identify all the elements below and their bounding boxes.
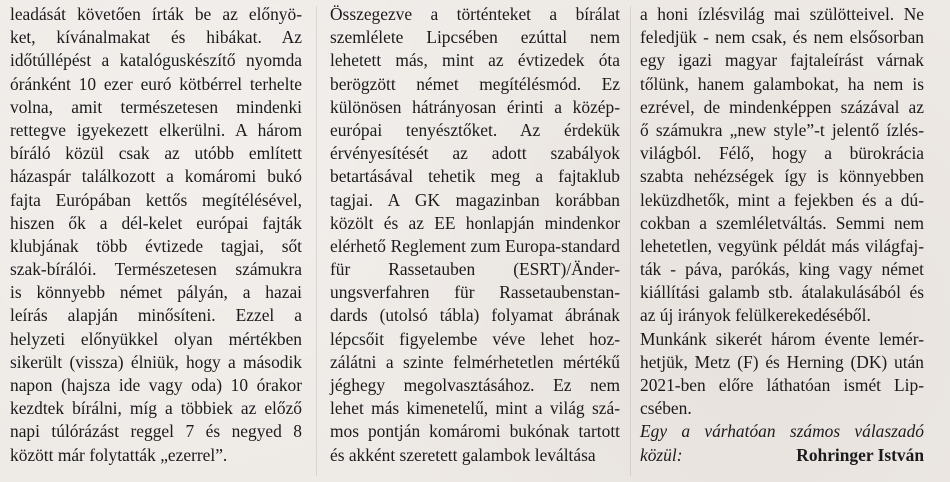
text-line: mos pontján komáromi bukónak tartott bbox=[330, 421, 620, 442]
text-line: lehetetlen, vegyünk példát más világfaj- bbox=[640, 235, 924, 256]
text-line: 2021-ben előre láthatóan ismét Lip- bbox=[640, 375, 924, 395]
text-line: leadását követően írták be az előnyö- bbox=[10, 4, 302, 24]
text-line: házaspár találkozott a komáromi bukó bbox=[10, 166, 302, 187]
text-line: csében. bbox=[640, 398, 692, 419]
text-line: ták - páva, parókás, king vagy német bbox=[640, 259, 924, 280]
text-line: ezrével, de mindenképpen százával az bbox=[640, 96, 924, 117]
text-line: rettegve igyekezett elkerülni. A három bbox=[10, 119, 302, 140]
text-line: für Rassetauben (ESRT)/Änder- bbox=[330, 259, 620, 280]
text-line: napi túlórázást reggel 7 és negyed 8 bbox=[10, 421, 302, 442]
text-line: sikerült (vissza) élniük, hogy a második bbox=[10, 351, 302, 372]
author-name: Rohringer István bbox=[796, 444, 924, 465]
text-line: betartásával tehetik meg a fajtaklub bbox=[330, 166, 620, 187]
article-column-1 bbox=[10, 3, 302, 467]
text-line: között már folytatták „ezerrel”. bbox=[10, 444, 228, 465]
text-line: ungsverfahren für Rassetaubenstan- bbox=[330, 282, 620, 303]
text-line: klubjának több évtizede tagjai, sőt bbox=[10, 235, 302, 256]
text-line: lehetett más, mint az évtizedek óta bbox=[330, 50, 620, 71]
text-line: ket, kívánalmakat és hibákat. Az bbox=[10, 27, 302, 48]
text-line: kiállítási galamb stb. átalakulásából és bbox=[640, 282, 924, 303]
closing-line: Egy a várhatóan számos válaszadó bbox=[640, 421, 924, 442]
text-line: dards (utolsó tábla) folyamat ábrának bbox=[330, 305, 620, 326]
column-gutter bbox=[316, 6, 317, 476]
text-line: hiszen ők a dél-kelet európai fajták bbox=[10, 212, 302, 233]
text-line: tagjai. A GK magazinban korábban bbox=[330, 189, 620, 210]
text-line: európai tenyésztőket. Az érdekük bbox=[330, 119, 620, 140]
text-line: az új irányok felülkerekedéséből. bbox=[640, 305, 871, 326]
signature-row bbox=[640, 444, 924, 467]
text-line: napon (hajsza ide vagy oda) 10 órakor bbox=[10, 375, 302, 395]
text-line: lépcsőit figyelembe véve lehet hoz- bbox=[330, 328, 620, 349]
text-line: zálátni a szinte felmérhetetlen mértékű bbox=[330, 351, 620, 372]
text-line: fajta Európában kettős megítélésével, bbox=[10, 189, 302, 210]
text-line: lehet más kimenetelű, mint a világ szá- bbox=[330, 398, 620, 419]
text-line: feledjük - nem csak, és nem elsősorban bbox=[640, 27, 924, 48]
text-line: közölt és az EE honlapján mindenkor bbox=[330, 212, 620, 233]
text-line: időtúllépést a katalóguskészítő nyomda bbox=[10, 50, 302, 71]
text-line: egy igazi magyar fajtaleírást várnak bbox=[640, 50, 924, 71]
article-column-2 bbox=[330, 3, 620, 467]
text-line: hetjük, Metz (F) és Herning (DK) után bbox=[640, 351, 924, 372]
text-line: érvényesítését az adott szabályok bbox=[330, 143, 620, 164]
text-line: kezdtek bírálni, míg a többiek az előző bbox=[10, 398, 302, 419]
text-line: elérhető Reglement zum Europa-standard bbox=[330, 235, 620, 256]
text-line: szak-bírálói. Természetesen számukra bbox=[10, 259, 302, 280]
text-line: szemlélete Lipcsében ezúttal nem bbox=[330, 27, 620, 48]
text-line: és akként szeretett galambok leváltása bbox=[330, 444, 596, 465]
text-line: világból. Félő, hogy a bürokrácia bbox=[640, 143, 924, 164]
text-line: berögzött német megítélésmód. Ez bbox=[330, 73, 620, 94]
text-line: is könnyebb német pályán, a hazai bbox=[10, 282, 302, 303]
text-line: különösen hátrányosan érinti a közép- bbox=[330, 96, 620, 117]
text-line: óránként 10 ezer euró kötbérrel terhelte bbox=[10, 73, 302, 94]
text-line: ő számukra „new style”-t jelentő ízlés- bbox=[640, 119, 924, 140]
article-column-3 bbox=[640, 3, 924, 467]
text-line: helyzeti előnyükkel olyan mértékben bbox=[10, 328, 302, 349]
text-line: bíráló közül csak az utóbb említett bbox=[10, 143, 302, 164]
closing-line: közül: bbox=[640, 444, 683, 465]
text-line: leírás alapján minősíteni. Ezzel a bbox=[10, 305, 302, 326]
text-line: cokban a szemléletváltás. Semmi nem bbox=[640, 212, 924, 233]
text-line: a honi ízlésvilág mai szülötteivel. Ne bbox=[640, 4, 924, 24]
column-gutter bbox=[630, 6, 631, 476]
text-line: tőlünk, hanem galambokat, ha nem is bbox=[640, 73, 924, 94]
text-line: volna, amit természetesen mindenki bbox=[10, 96, 302, 117]
text-line: Munkánk sikerét három évente lemér- bbox=[640, 328, 924, 349]
text-line: Összegezve a történteket a bírálat bbox=[330, 4, 620, 24]
text-line: szabta nehézségek így is könnyebben bbox=[640, 166, 924, 187]
text-line: leküzdhetők, mint a fejekben és a dú- bbox=[640, 189, 924, 210]
text-line: jéghegy megolvasztásához. Ez nem bbox=[330, 375, 620, 395]
